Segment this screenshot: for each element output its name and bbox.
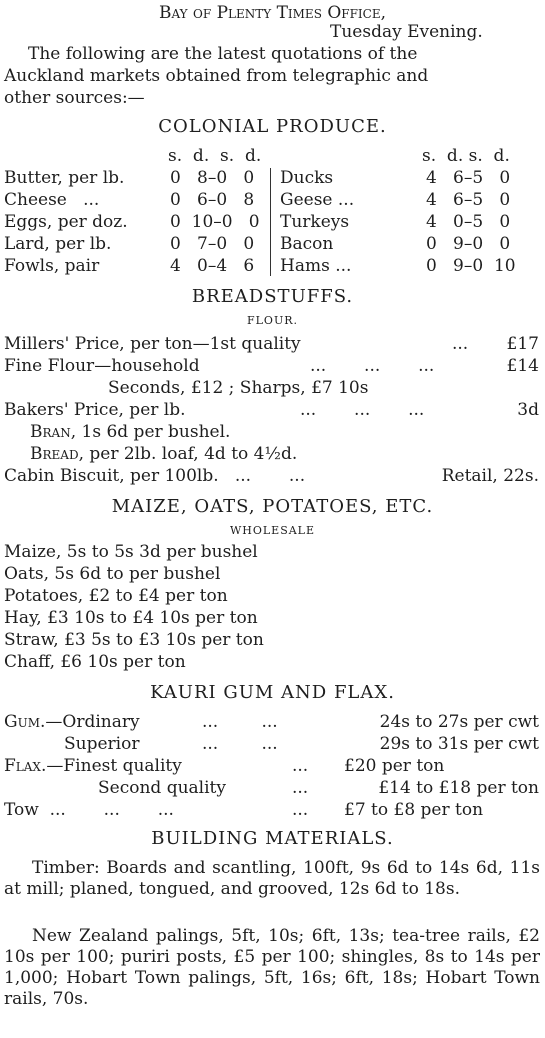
bakers-dots: ... ... ...: [300, 400, 425, 420]
fine-flour-label: Fine Flour—household: [4, 356, 200, 376]
gum-superior-price: 29s to 31s per cwt: [379, 734, 539, 754]
palings-paragraph: New Zealand palings, 5ft, 10s; 6ft, 13s; tea-tree rails, £2 10s per 100; puriri posts, £5 per 100; shingles, 8s to 14s per 1,000; Hobart Town palings, 5ft, 16s; 6ft, 18s; Hobart Town rails, 70s.: [4, 926, 540, 1009]
gum-superior-label: Superior: [64, 734, 140, 754]
list-item-values: 4 0–5 0: [426, 212, 511, 232]
list-item-values: 0 10–0 0: [170, 212, 260, 232]
list-item: Ducks: [280, 168, 334, 188]
intro-line-3: other sources:—: [4, 88, 145, 108]
wholesale-subtitle: WHOLESALE: [229, 524, 316, 537]
list-item: Cheese ...: [4, 190, 100, 210]
gum-ordinary-label: [4, 712, 140, 732]
gum-grade: —Ordinary: [45, 712, 140, 732]
tow-dots: ...: [292, 800, 309, 820]
list-item: Hay, £3 10s to £4 10s per ton: [4, 608, 258, 628]
list-item: Lard, per lb.: [4, 234, 112, 254]
millers-price-value: £17: [506, 334, 539, 354]
bakers-price-label: Bakers' Price, per lb.: [4, 400, 186, 420]
list-item: Hams ...: [280, 256, 352, 276]
bread-price: per 2lb. loaf, 4d to 4½d.: [83, 444, 298, 464]
bakers-price-value: 3d: [517, 400, 539, 420]
kauri-title: KAURI GUM AND FLAX.: [150, 682, 395, 703]
list-item: Potatoes, £2 to £4 per ton: [4, 586, 228, 606]
list-item-values: 0 8–0 0: [170, 168, 255, 188]
flax-second-price: £14 to £18 per ton: [378, 778, 539, 798]
flax-finest-dots: ...: [292, 756, 309, 776]
cabin-biscuit-price: Retail, 22s.: [441, 466, 539, 486]
list-item: Fowls, pair: [4, 256, 100, 276]
list-item: Butter, per lb.: [4, 168, 125, 188]
list-item: Oats, 5s 6d to per bushel: [4, 564, 221, 584]
gum-label: Gum.: [4, 712, 46, 732]
flax-grade: —Finest quality: [46, 756, 182, 776]
list-item: Maize, 5s to 5s 3d per bushel: [4, 542, 258, 562]
bran-label: Bran,: [30, 422, 77, 442]
list-item-values: 4 0–4 6: [170, 256, 255, 276]
list-item-values: 0 6–0 8: [170, 190, 255, 210]
evening-line: Tuesday Evening.: [330, 22, 483, 42]
list-item: Straw, £3 5s to £3 10s per ton: [4, 630, 264, 650]
tow-label: Tow ... ... ...: [4, 800, 174, 820]
intro-line-2: Auckland markets obtained from telegraphic and: [4, 66, 429, 86]
column-divider: [270, 168, 271, 276]
millers-price-label: Millers' Price, per ton—1st quality: [4, 334, 301, 354]
fine-flour-dots: ... ... ...: [310, 356, 435, 376]
list-item-values: 0 9–0 10: [426, 256, 516, 276]
building-title: BUILDING MATERIALS.: [151, 828, 394, 849]
tow-price: £7 to £8 per ton: [344, 800, 484, 820]
office-line: Bay of Plenty Times Office,: [159, 3, 386, 23]
col-heads-right: s. d. s. d.: [422, 146, 510, 166]
gum-superior-dots: ... ...: [202, 734, 278, 754]
list-item-values: 0 7–0 0: [170, 234, 255, 254]
bread-label: Bread,: [30, 444, 84, 464]
gum-ordinary-price: 24s to 27s per cwt: [379, 712, 539, 732]
fine-flour-price: £14: [506, 356, 539, 376]
gum-ordinary-dots: ... ...: [202, 712, 278, 732]
seconds-line: Seconds, £12 ; Sharps, £7 10s: [108, 378, 369, 398]
list-item-values: 4 6–5 0: [426, 190, 511, 210]
flax-second-label: Second quality: [98, 778, 226, 798]
col-heads-left: s. d. s. d.: [168, 146, 262, 166]
flax-label: Flax.: [4, 756, 47, 776]
list-item: Geese ...: [280, 190, 355, 210]
intro-line-1: The following are the latest quotations of the: [28, 44, 418, 64]
cabin-biscuit-label: Cabin Biscuit, per 100lb. ... ...: [4, 466, 306, 486]
colonial-title: COLONIAL PRODUCE.: [158, 116, 387, 137]
breadstuffs-title: BREADSTUFFS.: [191, 286, 354, 307]
list-item-values: 4 6–5 0: [426, 168, 511, 188]
flax-finest-price: £20 per ton: [344, 756, 445, 776]
millers-dots: ...: [452, 334, 469, 354]
bread-line: [30, 444, 297, 464]
flax-second-dots: ...: [292, 778, 309, 798]
list-item: Chaff, £6 10s per ton: [4, 652, 186, 672]
bran-line: [30, 422, 230, 442]
list-item: Eggs, per doz.: [4, 212, 128, 232]
list-item: Turkeys: [280, 212, 350, 232]
list-item-values: 0 9–0 0: [426, 234, 511, 254]
maize-title: MAIZE, OATS, POTATOES, ETC.: [111, 496, 434, 517]
timber-paragraph: Timber: Boards and scantling, 100ft, 9s 6d to 14s 6d, 11s at mill; planed, tongued, and grooved, 12s 6d to 18s.: [4, 858, 540, 899]
flax-finest-label: [4, 756, 182, 776]
flour-subtitle: FLOUR.: [246, 314, 298, 327]
bran-price: 1s 6d per bushel.: [76, 422, 231, 442]
list-item: Bacon: [280, 234, 334, 254]
